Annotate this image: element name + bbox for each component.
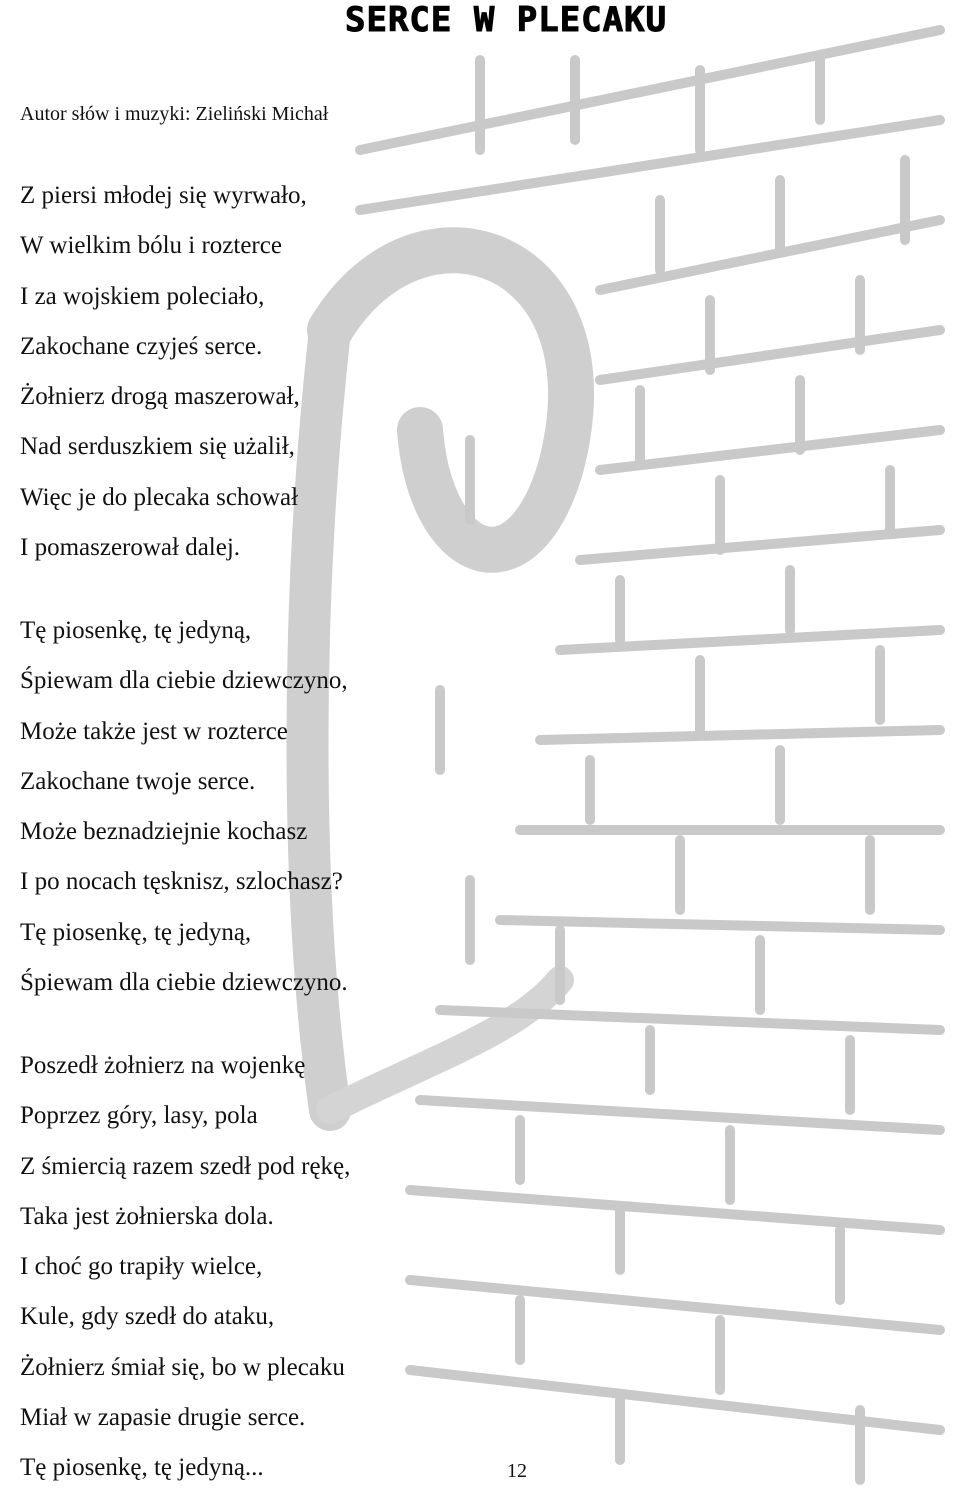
- stanza-1: [20, 171, 307, 573]
- lyric-line: Z piersi młodej się wyrwało,: [20, 182, 307, 209]
- lyric-line: Żołnierz śmiał się, bo w plecaku: [20, 1353, 345, 1381]
- lyric-line: I po nocach tęsknisz, szlochasz?: [20, 868, 343, 896]
- stanza-3: [20, 1041, 350, 1494]
- lyric-line: Śpiewam dla ciebie dziewczyno,: [20, 667, 348, 695]
- lyric-line: Kule, gdy szedł do ataku,: [20, 1303, 275, 1331]
- lyric-line: I za wojskiem poleciało,: [20, 282, 265, 310]
- lyric-line: Tę piosenkę, tę jedyną,: [20, 617, 252, 644]
- stanza-2-chorus: [20, 606, 348, 1008]
- lyric-line: Poszedł żołnierz na wojenkę: [20, 1052, 306, 1079]
- lyric-line: I choć go trapiły wielce,: [20, 1253, 263, 1281]
- lyric-line: Śpiewam dla ciebie dziewczyno.: [20, 969, 348, 997]
- song-title: SERCE W PLECAKU: [345, 0, 668, 40]
- lyric-line: Może beznadziejnie kochasz: [20, 818, 308, 846]
- lyric-line: Może także jest w rozterce: [20, 717, 288, 745]
- lyric-line: Tę piosenkę, tę jedyną,: [20, 918, 252, 946]
- author-credit: Autor słów i muzyki: Zieliński Michał: [20, 103, 329, 125]
- lyric-line: Tę piosenkę, tę jedyną...: [20, 1454, 264, 1482]
- lyric-line: Miał w zapasie drugie serce.: [20, 1404, 306, 1432]
- lyric-line: Zakochane czyjeś serce.: [20, 332, 263, 360]
- lyric-line: I pomaszerował dalej.: [20, 534, 241, 562]
- lyric-line: Żołnierz drogą maszerował,: [20, 383, 300, 411]
- lyric-line: Więc je do plecaka schował: [20, 483, 299, 511]
- page-number: 12: [507, 1460, 527, 1482]
- lyric-line: Poprzez góry, lasy, pola: [20, 1102, 258, 1130]
- lyric-line: Nad serduszkiem się użalił,: [20, 433, 295, 461]
- lyric-line: W wielkim bólu i rozterce: [20, 232, 282, 260]
- lyric-line: Zakochane twoje serce.: [20, 767, 256, 795]
- lyric-line: Z śmiercią razem szedł pod rękę,: [20, 1152, 351, 1180]
- lyric-line: Taka jest żołnierska dola.: [20, 1202, 274, 1230]
